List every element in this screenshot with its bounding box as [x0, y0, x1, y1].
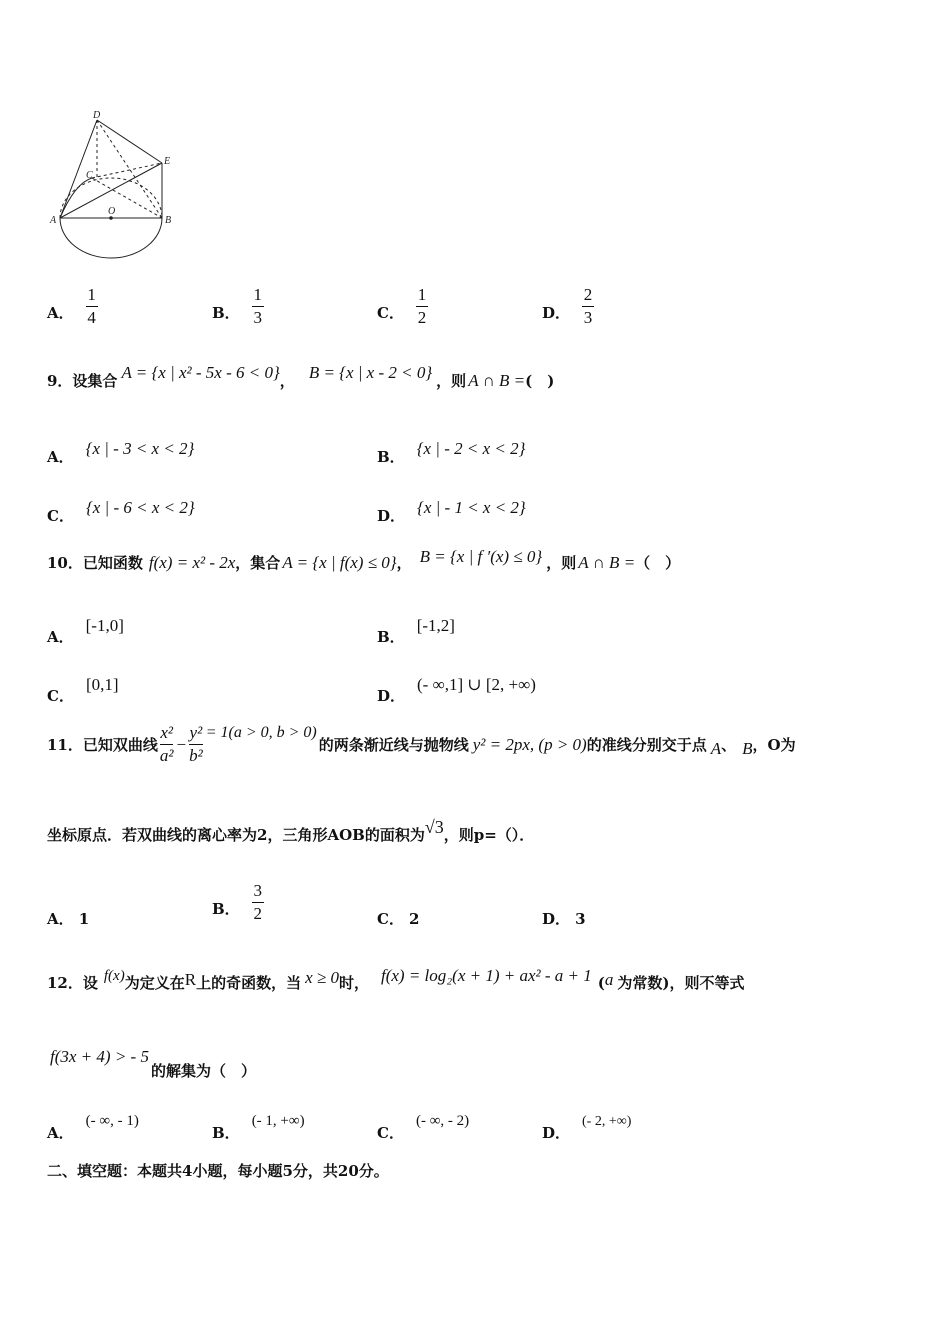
question-11-line2: 坐标原点．若双曲线的离心率为2，三角形AOB的面积为 √3 ，则p=（）． [47, 817, 535, 844]
option-label: B． [377, 628, 405, 646]
q8-option-d[interactable] [542, 286, 594, 327]
label-c: C [86, 170, 93, 181]
option-text: [-1,2] [416, 615, 455, 635]
option-text: (- ∞, - 1) [85, 1113, 139, 1129]
geometry-figure [40, 108, 190, 263]
fraction: $\frac{3}{2}$ [253, 881, 262, 923]
option-label: B． [212, 1124, 240, 1142]
q9-option-a[interactable] [47, 430, 194, 467]
question-9: 9．设集合 A = {x | x² - 5x - 6 < 0} ， B = {x | x - 2 < 0} ，则 A ∩ B = ( ) [47, 362, 555, 390]
label-a: A [50, 215, 57, 226]
q12-option-b[interactable] [212, 1100, 305, 1143]
option-label: D． [542, 910, 571, 928]
option-label: C． [377, 910, 404, 928]
option-text: 1 [78, 910, 90, 928]
question-12: 12．设 f(x) 为定义在 R 上的奇函数，当 x ≥ 0 时， f(x) = log₂(x + 1) + ax² - a + 1 ( a 为常数)，则不等式 [47, 965, 745, 992]
option-text: {x | - 3 < x < 2} [85, 438, 195, 458]
function-def: f(x) = x² - 2x [148, 552, 236, 572]
set-b: B = {x | x - 2 < 0} [308, 362, 433, 382]
option-label: A． [47, 628, 74, 646]
q10-option-a[interactable] [47, 604, 124, 647]
q11-option-d[interactable] [542, 908, 586, 929]
fraction-x: $\frac{\text{x²}}{\text{a²}}$ [159, 723, 174, 765]
option-text: {x | - 2 < x < 2} [416, 438, 526, 458]
q8-option-c[interactable] [377, 286, 428, 327]
q11-option-a[interactable] [47, 908, 89, 929]
option-label: A． [47, 910, 74, 928]
label-d: D [93, 110, 101, 121]
option-label: A． [47, 448, 74, 466]
fraction: $\frac{2}{3}$ [583, 285, 593, 327]
section-heading: 二、填空题：本题共4小题，每小题5分，共20分。 [47, 1162, 389, 1180]
set-a: A = {x | x² - 5x - 6 < 0} [121, 362, 280, 382]
option-label: C． [377, 1124, 404, 1142]
intersection-expr: A ∩ B = [578, 552, 636, 572]
q9-option-b[interactable] [377, 430, 525, 467]
function-def: f(x) = log₂(x + 1) + ax² - a + 1 [380, 965, 592, 985]
set-a: A = {x | f(x) ≤ 0} [282, 552, 397, 572]
option-text: {x | - 6 < x < 2} [85, 497, 195, 517]
set-b: B = {x | f ′(x) ≤ 0} [419, 546, 543, 566]
q12-option-d[interactable] [542, 1100, 631, 1143]
q12-option-c[interactable] [377, 1100, 469, 1143]
option-label: D． [542, 304, 571, 322]
option-label: C． [47, 507, 74, 525]
option-text: (- 1, +∞) [251, 1113, 305, 1129]
option-text: (- ∞,1] ∪ [2, +∞) [417, 674, 536, 694]
question-10: 10．已知函数 f(x) = x² - 2x ，集合 A = {x | f(x) ≤ 0} ， B = {x | f ′(x) ≤ 0} ，则 A ∩ B = （ ） [47, 546, 681, 572]
option-label: B． [377, 448, 405, 466]
label-b: B [165, 215, 172, 226]
q8-option-b[interactable] [212, 286, 264, 327]
question-12-line2: f(3x + 4) > - 5 的解集为（ ） [50, 1046, 256, 1080]
fraction: $\frac{1}{4}$ [87, 285, 96, 327]
option-text: 3 [575, 910, 586, 928]
option-text: [-1,0] [85, 615, 124, 635]
option-text: (- 2, +∞) [582, 1113, 632, 1129]
q10-option-d[interactable] [377, 663, 536, 706]
option-label: D． [377, 687, 406, 705]
option-label: D． [377, 507, 406, 525]
option-label: C． [47, 687, 74, 705]
hyperbola-condition: = 1(a > 0, b > 0) [205, 723, 317, 741]
q12-option-a[interactable] [47, 1100, 139, 1143]
question-11: 11．已知双曲线 $\frac{\text{x²}}{\text{a²}}$ − $\frac{\text{y²}}{\text{b²}}$ = 1(a > 0, b > 0) 的两条渐近线与抛物线 y² = 2px, (p > 0) 的准线分别交于点 A 、 B ，O为 [47, 723, 796, 765]
option-label: B． [212, 900, 240, 918]
option-label: B． [212, 304, 240, 322]
option-text: 2 [409, 910, 420, 928]
intersection-expr: A ∩ B = [468, 370, 526, 390]
label-e: E [164, 156, 171, 167]
option-label: A． [47, 304, 74, 322]
label-o: O [108, 206, 116, 217]
parabola-eqn: y² = 2px, (p > 0) [472, 734, 587, 754]
fraction-y: $\frac{\text{y²}}{\text{b²}}$ [189, 723, 203, 765]
option-label: A． [47, 1124, 74, 1142]
fraction: $\frac{1}{3}$ [253, 285, 262, 327]
inequality: f(3x + 4) > - 5 [50, 1046, 149, 1066]
option-label: D． [542, 1124, 571, 1142]
q9-option-d[interactable] [377, 489, 526, 526]
q11-option-c[interactable] [377, 908, 419, 929]
option-text: [0,1] [85, 674, 119, 694]
fraction: $\frac{1}{2}$ [417, 285, 427, 327]
option-label: C． [377, 304, 404, 322]
option-text: (- ∞, - 2) [415, 1113, 470, 1129]
q8-option-a[interactable] [47, 286, 98, 327]
sqrt-3: √3 [424, 817, 444, 837]
q10-option-c[interactable] [47, 663, 119, 706]
q10-option-b[interactable] [377, 604, 455, 647]
q9-option-c[interactable] [47, 489, 195, 526]
q11-option-b[interactable] [212, 882, 264, 923]
option-text: {x | - 1 < x < 2} [417, 497, 526, 517]
